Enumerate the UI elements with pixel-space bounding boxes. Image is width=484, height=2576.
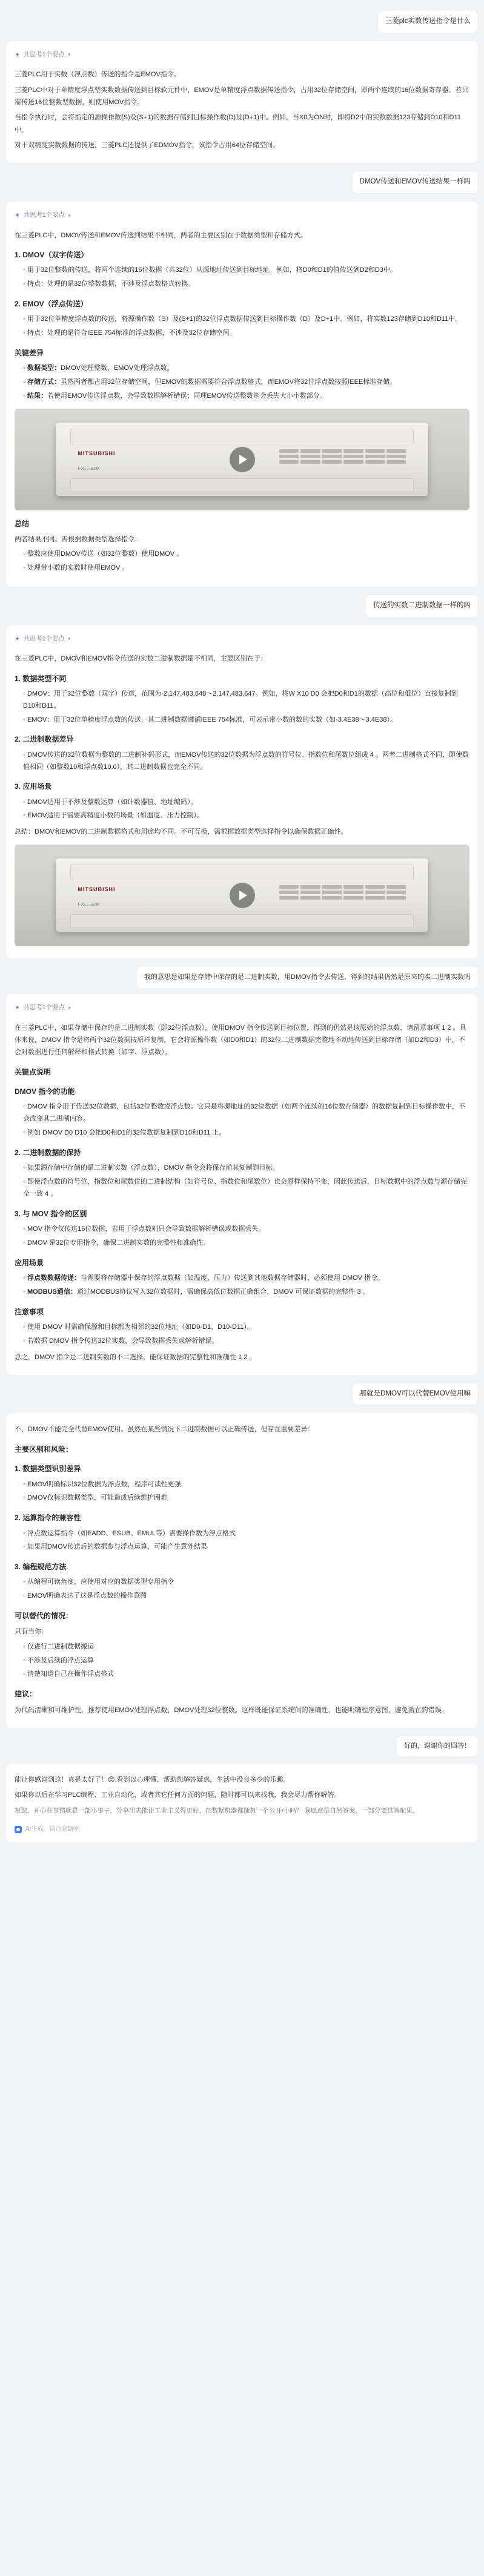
list-item: ◦ EMOV适用于需要高精度小数的场景（如温度、压力控制）。 xyxy=(23,810,469,822)
answer5-main-title: 主要区别和风险： xyxy=(15,1444,73,1454)
answer2-item2-list xyxy=(15,314,469,340)
list-item: ◦ 即使浮点数的符号位、指数位和尾数位的二进制结构（如符号位、指数位和尾数位）也会原样保持不变，因此传送后，目标数据中的浮点数与源存储完全一致 4 。 xyxy=(23,1176,469,1201)
apply-value: 当需要将存储器中保存的浮点数据（如温度、压力）传送到其他数据存储器时，必须使用 DMOV 指令。 xyxy=(80,1274,385,1282)
assistant-answer-4 xyxy=(6,994,478,1375)
list-item: ◦ 处理带小数的实数时使用EMOV 。 xyxy=(23,562,469,575)
ai-disclaimer xyxy=(15,1820,469,1835)
user-message-row-5 xyxy=(6,1383,478,1405)
user-message-row-3 xyxy=(6,595,478,617)
thinking-toggle-2[interactable] xyxy=(15,209,469,226)
answer3-g1-list xyxy=(15,688,469,726)
answer5-ok-title: 可以替代的情况： xyxy=(15,1612,73,1621)
answer4-caution-list xyxy=(15,1322,469,1348)
list-item: ◦ 例如 DMOV D0 D10 会把D0和D1的32位数据复制到D10和D11 上。 xyxy=(23,1127,469,1139)
assistant-answer-5 xyxy=(6,1413,478,1728)
model-label: FX₃ᵤ-32M xyxy=(78,466,101,472)
ai-badge-icon xyxy=(15,1826,22,1833)
user-message-row-1 xyxy=(6,11,478,33)
led-array xyxy=(279,449,406,477)
sparkle-icon: ✦ xyxy=(15,635,21,643)
user-message-row-4 xyxy=(6,967,478,988)
assistant-answer-3 xyxy=(6,625,478,958)
user-message-1: 三菱plc实数传送指令是什么 xyxy=(378,11,478,33)
list-item: ◦ DMOV传送的32位数据为整数的二进制补码形式，而EMOV传送的32位数据为浮点数的符号位、指数位和尾数位组成 4 。两者二进制格式不同，即使数值相同（如整数10和浮点数10.0），其二进制数据也完全不同。 xyxy=(23,749,469,774)
apply-label: MODBUS通信： xyxy=(27,1288,77,1296)
list-item: ◦ EMOV明确表达了这是浮点数的操作意图 xyxy=(23,1590,469,1603)
answer4-k3-title: 3. 与 MOV 指令的区别 xyxy=(15,1209,87,1218)
list-item: ◦ DMOV仅标识数据类型，可能造成后续维护困难 xyxy=(23,1492,469,1504)
list-item xyxy=(23,363,469,375)
user-message-2: DMOV传送和EMOV传送结果一样吗 xyxy=(353,171,478,193)
answer5-ok-list xyxy=(15,1641,469,1681)
answer3-g2-title: 2. 二进制数据差异 xyxy=(15,735,74,744)
answer1-p3: 当指令执行时，会将指定的源操作数(S)及(S+1)的数据存储到目标操作数(D)及(D+1)中。例如，当X0为ON时，即将D2中的实数数据123存储到D10和D11中。 xyxy=(15,114,461,134)
thinking-toggle-4[interactable] xyxy=(15,1001,469,1019)
sparkle-icon: ✦ xyxy=(15,51,21,59)
key-label: 数据类型： xyxy=(27,364,61,372)
terminal-strip-top xyxy=(70,865,414,881)
list-item: ◦ 浮点数运算指令（如EADD、ESUB、EMUL等）需要操作数为浮点格式 xyxy=(23,1528,469,1540)
chevron-down-icon: ▾ xyxy=(68,212,71,219)
answer3-g2-list xyxy=(15,749,469,774)
model-label: FX₃ᵤ-32M xyxy=(78,901,101,908)
user-message-row-6 xyxy=(6,1736,478,1756)
list-item xyxy=(23,1286,469,1299)
assistant-answer-1 xyxy=(6,41,478,163)
answer5-m2-list xyxy=(15,1528,469,1554)
thinking-label-3: 共思考1个要点 xyxy=(23,634,65,642)
answer4-key-title: 关键点说明 xyxy=(15,1067,51,1076)
play-icon[interactable] xyxy=(230,883,255,908)
answer4-caution-title: 注意事项 xyxy=(15,1307,44,1316)
list-item: ◦ 不涉及后续的浮点运算 xyxy=(23,1655,469,1667)
answer5-intro: 不，DMOV不能完全代替EMOV使用。虽然在某些情况下二进制数据可以正确传送，但存在重要差异： xyxy=(15,1426,314,1434)
list-item: ◦ DMOV：用于32位整数（双字）传送，范围为-2,147,483,648～2,147,483,647。例如，将W X10 D0 会把D0和D1的数据（高位和低位）直接复制到D10和D11。 xyxy=(23,688,469,713)
apply-value: 通过MODBUS协议写入32位数据时，需确保高低位数据正确组合，DMOV 可保证数据的完整性 3 。 xyxy=(76,1288,370,1296)
plc-video-1[interactable] xyxy=(15,409,469,510)
user-message-4: 我的意思是如果是存储中保存的是二进制实数，用DMOV指令去传送，得到的结果仍然是原来的实二进制实数吗 xyxy=(137,967,478,988)
answer2-key-title: 关键差异 xyxy=(15,348,44,357)
thinking-label-2: 共思考1个要点 xyxy=(23,211,65,219)
answer5-m3-title: 3. 编程规范方法 xyxy=(15,1563,67,1572)
answer4-k1-list xyxy=(15,1101,469,1139)
list-item: ◦ DMOV 是32位专用指令，确保二进制实数的完整性和准确性。 xyxy=(23,1237,469,1250)
answer2-summary-lead: 两者结果不同。需根据数据类型选择指令： xyxy=(15,536,141,544)
list-item: ◦ 若数据 DMOV 指令传送32位实数，会导致数据丢失或解析错误。 xyxy=(23,1336,469,1348)
answer4-intro: 在三菱PLC中，如果存储中保存的是二进制实数（即32位浮点数），使用DMOV 指令传送到目标位置，得到的仍然是该原始的浮点数、请留意事项 1 2 。具体来说，DMOV 指令是将两个32位数据按原样复制，它会将源操作数（如D0和D1）的32位二进制数据完整地不动地传送到目标存储（如D2和D3）中，不会对数据进行任何解释和格式转换（如字、浮点数）。 xyxy=(15,1024,466,1056)
brand-label: MITSUBISHI xyxy=(78,450,116,456)
key-label: 结果： xyxy=(27,392,47,400)
answer4-k2-list xyxy=(15,1162,469,1200)
brand-label: MITSUBISHI xyxy=(78,886,116,892)
list-item: ◦ 特点：处理的是32位整数数据，不涉及浮点数格式转换。 xyxy=(23,278,469,291)
answer3-intro: 在三菱PLC中，DMOV和EMOV指令传送的实数二进制数据是不相同，主要区别在于： xyxy=(15,655,267,663)
list-item: ◦ EMOV明确标识32位数据为浮点数，程序可读性更强 xyxy=(23,1479,469,1491)
list-item: ◦ 如果源存储中存储的是二进制实数（浮点数），DMOV 指令会将保存前其复制到目标。 xyxy=(23,1162,469,1174)
sparkle-icon: ✦ xyxy=(15,211,21,219)
ai-disclaimer-text: AI生成，请注意甄别 xyxy=(25,1826,80,1833)
answer1-p2: 三菱PLC中对于单精度浮点型实数数据传送到目标软元件中，EMOV是单精度浮点数据传送指令，占用32位存储空间，即两个连续的16位数据寄存器。若只需传送16位整数型数据，则使用MOV指令。 xyxy=(15,86,469,106)
key-value: 若使用EMOV传送浮点数，会导致数据解析错误；同理EMOV传送整数则会丢失大小小数部分。 xyxy=(47,392,327,400)
list-item: ◦ DMOV适用于不涉及整数运算（如计数器值、地址编码）。 xyxy=(23,797,469,809)
answer5-suggest-text: 为代码清晰和可维护性，推荐使用EMOV处理浮点数，DMOV处理32位整数。这样既能保证系统间的准确性，也能明确程序意图，避免潜在的错误。 xyxy=(15,1706,448,1714)
answer1-p1: 三菱PLC用于实数（浮点数）传送的指令是EMOV指令。 xyxy=(15,71,181,79)
list-item: ◦ 从编程可读角度，应使用对应的数据类型专用指令 xyxy=(23,1576,469,1589)
list-item: ◦ 仅进行二进制数据搬运 xyxy=(23,1641,469,1653)
chevron-down-icon: ▾ xyxy=(68,636,71,642)
user-message-row-2 xyxy=(6,171,478,193)
promo-line-1: 能让你感谢到这！真是太好了！😊 看到以心理懂、帮助您解答疑惑，生活中没良多少的乐趣。 xyxy=(15,1776,290,1784)
answer2-item2-title: 2. EMOV（浮点传送） xyxy=(15,299,88,308)
terminal-strip-bottom xyxy=(70,914,414,927)
answer5-ok-lead: 只有当你： xyxy=(15,1628,48,1636)
answer2-item1-list xyxy=(15,265,469,291)
answer3-g3-title: 3. 应用场景 xyxy=(15,782,52,791)
answer5-m1-list xyxy=(15,1479,469,1505)
list-item: ◦ 如果用DMOV传送后的数据参与浮点运算，可能产生意外结果 xyxy=(23,1541,469,1553)
answer2-key-list xyxy=(15,363,469,402)
answer2-intro: 在三菱PLC中，DMOV传送和EMOV传送到结果不相同，两者的主要区别在于数据类型和存储方式。 xyxy=(15,231,307,239)
thinking-toggle-1[interactable] xyxy=(15,48,469,66)
key-value: DMOV处理整数，EMOV处理浮点数。 xyxy=(60,364,174,372)
list-item: ◦ DMOV 指令用于传送32位数据，包括32位整数或浮点数。它只是将源地址的32位数据（如两个连续的16位数存储器）的数据复制到目标操作数中，不会改变其二进制内容。 xyxy=(23,1101,469,1125)
promo-line-3: 祝您，开心在事情就是一部小事子，分享出去能让工业主义得更好，把数据机器都随机一个公开/小吗？ 我愿意是自然答案，一部分要这答配见。 xyxy=(15,1807,419,1815)
answer1-p4: 对于双精度实数数据的传送，三菱PLC还提供了EDMOV指令，该指令占用64位存储空间。 xyxy=(15,141,279,149)
list-item: ◦ EMOV：用于32位单精度浮点数的传送，其二进制数据遵循IEEE 754标准，可表示带小数的数的实数（如-3.4E38～3.4E38）。 xyxy=(23,714,469,726)
play-icon[interactable] xyxy=(230,447,255,472)
answer3-summary: 总结：DMOV和EMOV的二进制数据格式和用途均不同。不可互换，需根据数据类型选择指令以确保数据正确性。 xyxy=(15,828,348,836)
terminal-strip-top xyxy=(70,429,414,445)
answer5-suggest-title: 建议： xyxy=(15,1690,37,1699)
answer4-apply-list xyxy=(15,1273,469,1299)
answer2-summary-list xyxy=(15,548,469,575)
thinking-label-4: 共思考1个要点 xyxy=(23,1004,65,1012)
promo-line-2: 如果你以后在学习PLC编程、工业自动化，或者其它任何方面的问题，随时都可以来找我，我会尽力帮你解答。 xyxy=(15,1791,341,1799)
list-item: ◦ 使用 DMOV 时需确保源和目标都为相邻的32位地址（如D0-D1、D10-D11）。 xyxy=(23,1322,469,1334)
answer4-final: 总之，DMOV 指令是二进制实数的不二选择，能保证数据的完整性和准确性 1 2 。 xyxy=(15,1353,256,1361)
list-item: ◦ 清楚知道自己在操作浮点格式 xyxy=(23,1668,469,1681)
answer2-item1-title: 1. DMOV（双字传送） xyxy=(15,250,88,259)
list-item: ◦ 整数应使用DMOV传送（如32位整数）使用DMOV 。 xyxy=(23,548,469,561)
answer4-k1-title: DMOV 指令的功能 xyxy=(15,1087,75,1096)
thinking-toggle-3[interactable] xyxy=(15,633,469,650)
plc-video-2[interactable] xyxy=(15,845,469,946)
thinking-label-1: 共思考1个要点 xyxy=(23,50,65,58)
assistant-closing-reply xyxy=(6,1764,478,1842)
list-item xyxy=(23,390,469,403)
answer2-summary-title: 总结 xyxy=(15,519,30,528)
answer4-k2-title: 2. 二进制数据的保持 xyxy=(15,1148,81,1157)
list-item xyxy=(23,377,469,389)
answer3-g3-list xyxy=(15,797,469,823)
apply-label: 浮点数数据传递： xyxy=(27,1274,81,1282)
answer4-apply-title: 应用场景 xyxy=(15,1258,44,1267)
list-item: ◦ MOV 指令仅传送16位数据，若用于浮点数则只会导致数据解析错误或数据丢失。 xyxy=(23,1224,469,1236)
led-array xyxy=(279,885,406,913)
user-message-6: 好的，谢谢你的回答！ xyxy=(397,1736,478,1756)
terminal-strip-bottom xyxy=(70,478,414,492)
chevron-down-icon: ▾ xyxy=(68,1004,71,1011)
answer5-m3-list xyxy=(15,1576,469,1603)
sparkle-icon: ✦ xyxy=(15,1004,21,1012)
list-item: ◦ 特点：处理的是符合IEEE 754标准的浮点数据，不涉及32位存储空间。 xyxy=(23,328,469,340)
assistant-answer-2 xyxy=(6,202,478,587)
list-item: ◦ 用于32位单精度浮点数的传送，将源操作数（S）及(S+1)的32位浮点数据传送到目标操作数（D）及D+1中。例如，将实数123存储到D10和D11中。 xyxy=(23,314,469,326)
user-message-5b: 那就是DMOV可以代替EMOV使用嘛 xyxy=(353,1383,478,1405)
list-item: ◦ 用于32位整数的传送，将两个连续的16位数据（共32位）从源地址传送到目标地址。例如，将D0和D1的值传送到D2和D3中。 xyxy=(23,265,469,277)
answer5-m2-title: 2. 运算指令的兼容性 xyxy=(15,1514,81,1523)
key-value: 虽然两者都占用32位存储空间，但EMOV的数据需要符合浮点数格式，而EMOV将32位浮点数按照IEEE标准存储。 xyxy=(60,378,397,386)
answer5-m1-title: 1. 数据类型识别差异 xyxy=(15,1464,81,1474)
key-label: 存储方式： xyxy=(27,378,61,386)
list-item xyxy=(23,1273,469,1285)
user-message-3: 传送的实数二进制数据一样的吗 xyxy=(366,595,478,617)
answer3-g1-title: 1. 数据类型不同 xyxy=(15,674,67,683)
chevron-down-icon: ▾ xyxy=(68,51,71,58)
answer4-k3-list xyxy=(15,1224,469,1250)
